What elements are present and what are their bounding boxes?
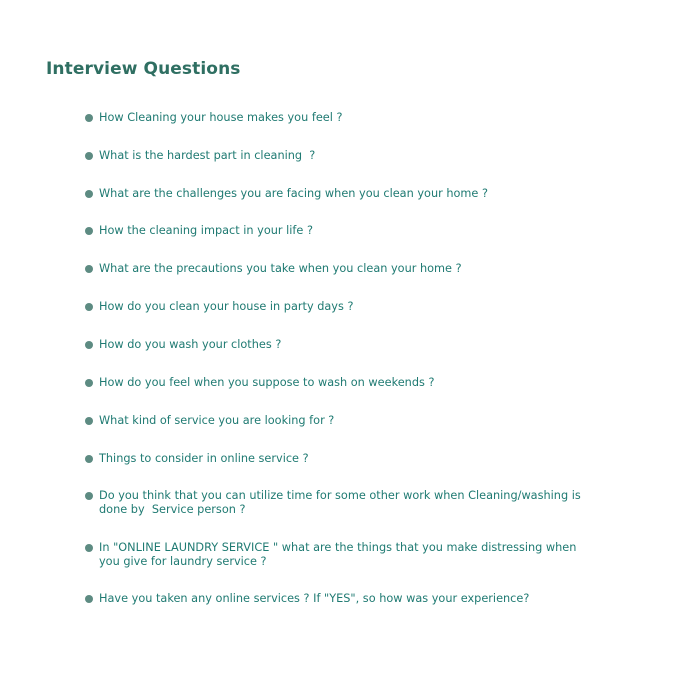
bullet-icon: [85, 417, 93, 425]
list-item: [85, 592, 605, 606]
question-text: How do you feel when you suppose to wash on weekends ?: [99, 376, 435, 389]
list-item: [85, 262, 605, 276]
bullet-icon: [85, 492, 93, 500]
bullet-icon: [85, 114, 93, 122]
question-text: How Cleaning your house makes you feel ?: [99, 111, 343, 124]
list-item: [85, 224, 605, 238]
question-text: What are the precautions you take when you clean your home ?: [99, 262, 462, 275]
list-item: [85, 111, 605, 125]
question-text: How do you wash your clothes ?: [99, 338, 282, 351]
bullet-icon: [85, 303, 93, 311]
bullet-icon: [85, 341, 93, 349]
list-item: [85, 300, 605, 314]
list-item: [85, 338, 605, 352]
bullet-icon: [85, 455, 93, 463]
question-text: What kind of service you are looking for ?: [99, 414, 335, 427]
list-item: [85, 541, 605, 569]
bullet-icon: [85, 379, 93, 387]
list-item: [85, 452, 605, 466]
question-text: Do you think that you can utilize time for some other work when Cleaning/washing is done by Service person ?: [99, 489, 585, 516]
bullet-icon: [85, 595, 93, 603]
question-text: In "ONLINE LAUNDRY SERVICE " what are the things that you make distressing when you give for laundry service ?: [99, 541, 581, 568]
question-text: How the cleaning impact in your life ?: [99, 224, 313, 237]
question-text: What are the challenges you are facing when you clean your home ?: [99, 187, 488, 200]
question-text: Things to consider in online service ?: [99, 452, 309, 465]
list-item: [85, 489, 605, 517]
list-item: [85, 149, 605, 163]
bullet-icon: [85, 190, 93, 198]
bullet-icon: [85, 152, 93, 160]
page-title: Interview Questions: [46, 59, 241, 79]
list-item: [85, 376, 605, 390]
question-text: What is the hardest part in cleaning ?: [99, 149, 316, 162]
bullet-icon: [85, 544, 93, 552]
bullet-icon: [85, 227, 93, 235]
question-text: How do you clean your house in party days ?: [99, 300, 354, 313]
list-item: [85, 187, 605, 201]
list-item: [85, 414, 605, 428]
question-text: Have you taken any online services ? If "YES", so how was your experience?: [99, 592, 530, 605]
bullet-icon: [85, 265, 93, 273]
